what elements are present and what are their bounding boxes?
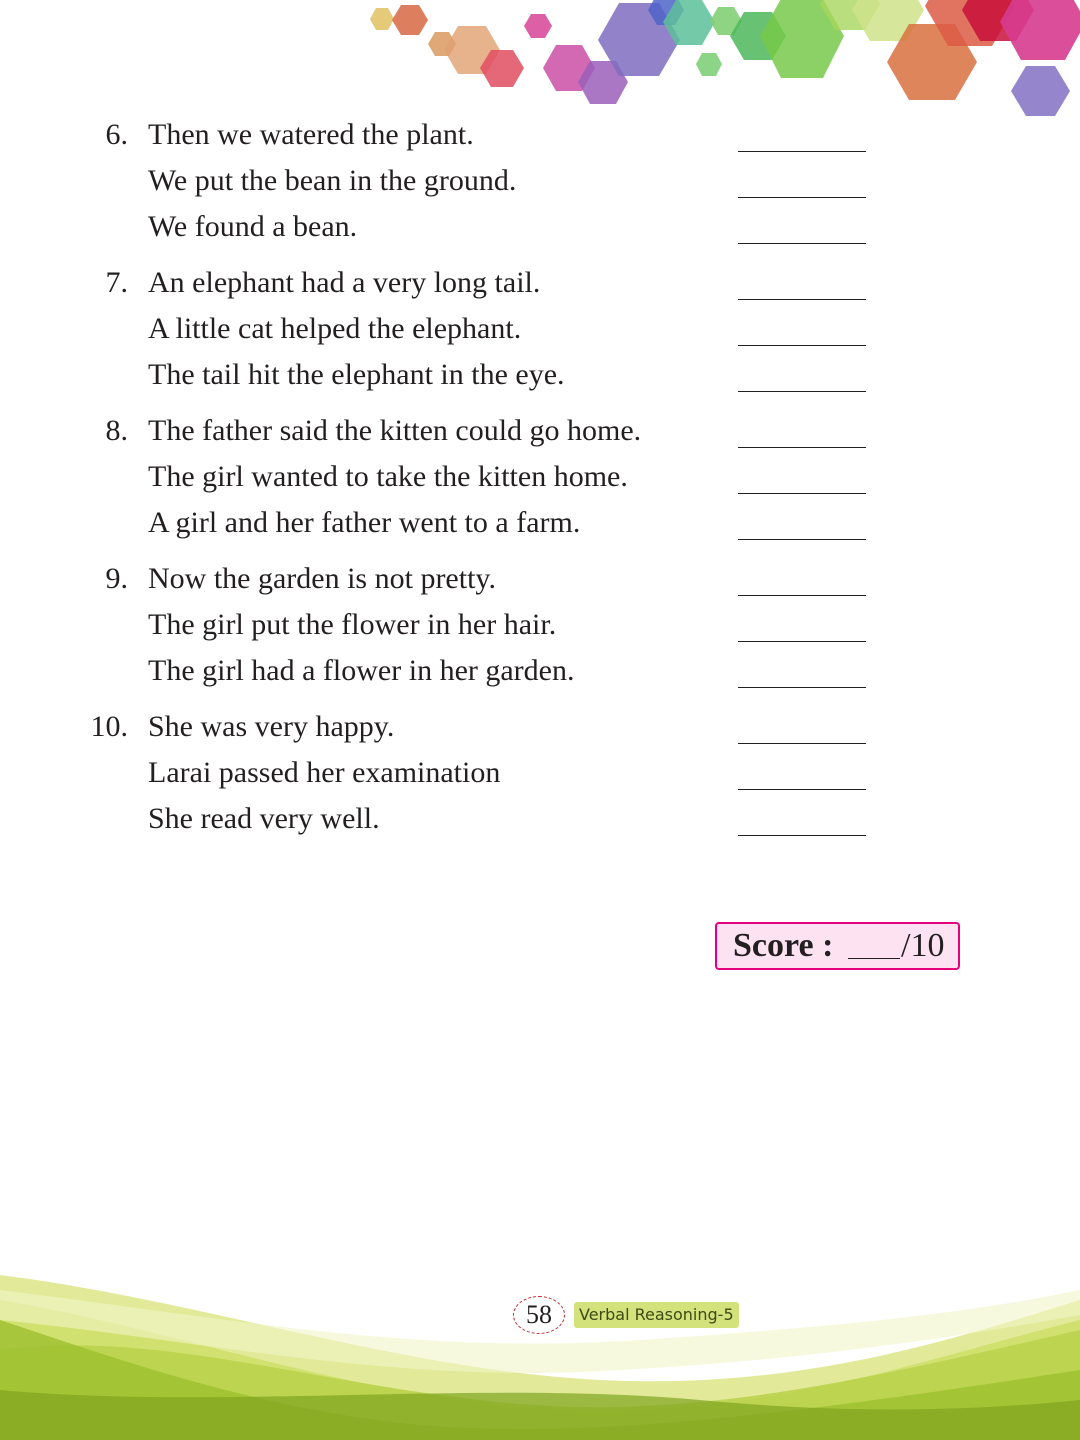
answer-blank[interactable] <box>738 299 866 300</box>
hexagon-shape <box>370 8 394 30</box>
sentence-line <box>0 158 1080 204</box>
hexagon-shape <box>696 53 722 76</box>
sentence-line <box>0 112 1080 158</box>
page-number: 58 <box>513 1296 565 1334</box>
sentence-text: Larai passed her examination <box>148 756 501 789</box>
answer-blank[interactable] <box>738 539 866 540</box>
question-list <box>0 112 1080 852</box>
sentence-line <box>0 648 1080 694</box>
sentence-text: She was very happy. <box>148 710 395 743</box>
sentence-line <box>0 260 1080 306</box>
answer-blank[interactable] <box>738 743 866 744</box>
answer-blank[interactable] <box>738 197 866 198</box>
question-number: 10. <box>90 710 128 743</box>
sentence-text: The girl wanted to take the kitten home. <box>148 460 628 493</box>
question-number: 8. <box>105 414 128 447</box>
sentence-text: The tail hit the elephant in the eye. <box>148 358 565 391</box>
question-7 <box>0 260 1080 398</box>
sentence-line <box>0 408 1080 454</box>
question-number: 7. <box>105 266 128 299</box>
sentence-line <box>0 306 1080 352</box>
hexagon-shape <box>392 5 428 35</box>
book-title: Verbal Reasoning-5 <box>574 1302 739 1328</box>
answer-blank[interactable] <box>738 835 866 836</box>
sentence-text: We found a bean. <box>148 210 358 243</box>
question-10 <box>0 704 1080 842</box>
hexagon-shape <box>524 14 552 38</box>
sentence-text: An elephant had a very long tail. <box>148 266 541 299</box>
answer-blank[interactable] <box>738 687 866 688</box>
sentence-line <box>0 750 1080 796</box>
hexagon-banner <box>0 0 1080 125</box>
sentence-line <box>0 704 1080 750</box>
score-total: /10 <box>901 927 945 964</box>
sentence-line <box>0 796 1080 842</box>
question-8 <box>0 408 1080 546</box>
sentence-line <box>0 352 1080 398</box>
hexagon-shape <box>1011 66 1070 116</box>
question-6 <box>0 112 1080 250</box>
sentence-text: Now the garden is not pretty. <box>148 562 496 595</box>
answer-blank[interactable] <box>738 789 866 790</box>
answer-blank[interactable] <box>738 243 866 244</box>
score-blank[interactable] <box>848 958 900 959</box>
answer-blank[interactable] <box>738 447 866 448</box>
sentence-line <box>0 556 1080 602</box>
answer-blank[interactable] <box>738 641 866 642</box>
sentence-line <box>0 602 1080 648</box>
answer-blank[interactable] <box>738 391 866 392</box>
sentence-text: The girl put the flower in her hair. <box>148 608 557 641</box>
sentence-line <box>0 204 1080 250</box>
sentence-text: A little cat helped the elephant. <box>148 312 522 345</box>
answer-blank[interactable] <box>738 345 866 346</box>
sentence-text: We put the bean in the ground. <box>148 164 517 197</box>
question-9 <box>0 556 1080 694</box>
answer-blank[interactable] <box>738 595 866 596</box>
hexagon-shape <box>1000 0 1080 60</box>
answer-blank[interactable] <box>738 151 866 152</box>
sentence-line <box>0 454 1080 500</box>
score-label: Score : <box>733 927 834 964</box>
question-number: 6. <box>105 118 128 151</box>
sentence-line <box>0 500 1080 546</box>
sentence-text: She read very well. <box>148 802 380 835</box>
question-number: 9. <box>105 562 128 595</box>
footer-waves <box>0 1260 1080 1440</box>
sentence-text: The father said the kitten could go home. <box>148 414 642 447</box>
sentence-text: Then we watered the plant. <box>148 118 474 151</box>
answer-blank[interactable] <box>738 493 866 494</box>
sentence-text: A girl and her father went to a farm. <box>148 506 581 539</box>
sentence-text: The girl had a flower in her garden. <box>148 654 575 687</box>
score-box <box>715 922 960 970</box>
